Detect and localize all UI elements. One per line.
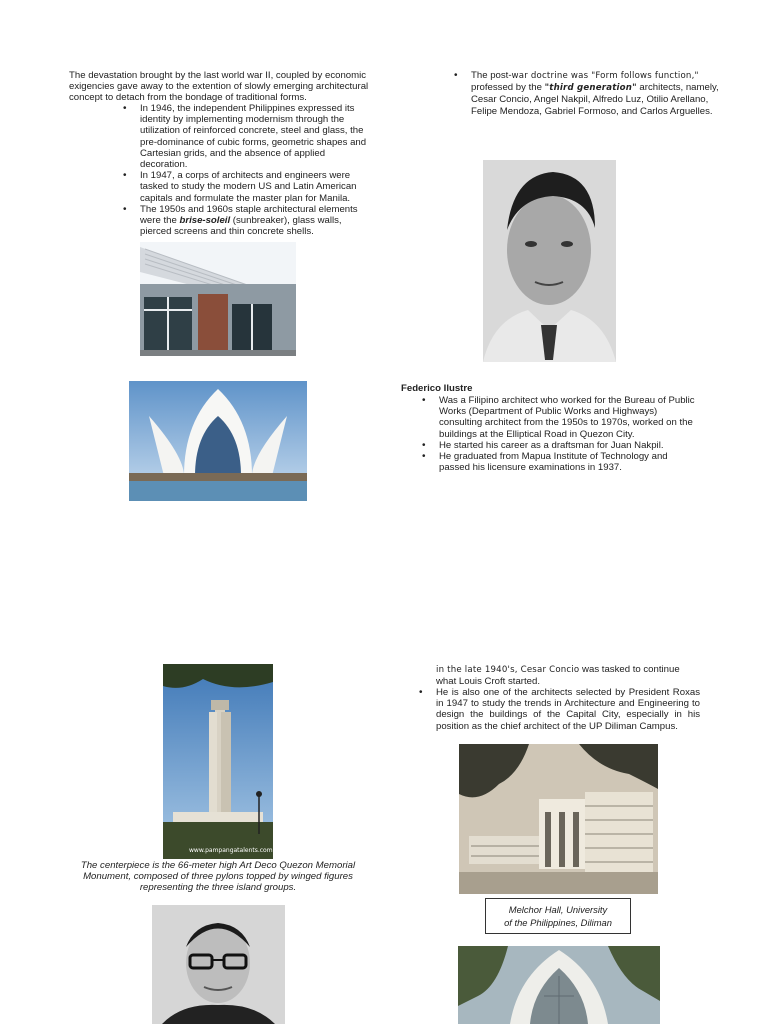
list-item: • In 1947, a corps of architects and engineers were tasked to study the modern US and Latin American capitals and formulate the master plan for Manila.: [140, 170, 368, 204]
illustre-heading: Federico Ilustre: [401, 383, 473, 394]
melchor-hall-photo: [459, 744, 658, 894]
list-item: • He is also one of the architects selected by President Roxas in 1947 to study the trends in Architecture and Engineering to design the buildings of the Capital City, especially in his position as the chief architect of the UP Diliman Campus.: [436, 687, 700, 732]
concrete-chapel-photo: [458, 946, 660, 1024]
list-item: • He graduated from Mapua Institute of Technology and passed his licensure examinations in 1937.: [439, 451, 701, 473]
intro-paragraph: The devastation brought by the last world war II, coupled by economic exigencies gave away to the extention of slowly emerging architectural concept to detach from the bondage of traditional forms.: [69, 70, 369, 104]
list-item: • In 1946, the independent Philippines expressed its identity by implementing modernism through the utilization of reinforced concrete, steel and glass, the pre-dominance of cubic forms, geometric shapes and Cartesian grids, and the absence of applied decoration.: [140, 103, 368, 170]
photo-watermark: www.pampangatalents.com: [189, 847, 273, 854]
list-item: • The post-war doctrine was "Form follows function," professed by the "third generation" architects, namely, Cesar Concio, Angel Nakpil, Alfredo Luz, Otilio Arellano, Felipe Mendoza, Gabriel Formoso, and Carlos Arguelles.: [471, 70, 721, 117]
portrait-with-glasses-photo: [152, 905, 285, 1024]
concrete-shell-building-photo: [129, 381, 307, 501]
concio-bullet-list: [436, 687, 700, 732]
melchor-caption-line-2: of the Philippines, Diliman: [504, 917, 612, 928]
list-item: • The 1950s and 1960s staple architectural elements were the brise-soleil (sunbreaker), glass walls, pierced screens and thin concrete shells.: [140, 204, 368, 238]
sunbreaker-building-photo: [140, 242, 296, 356]
list-item: • He started his career as a draftsman for Juan Nakpil.: [439, 440, 701, 451]
quezon-memorial-photo: [163, 664, 273, 859]
melchor-caption-box: [485, 898, 631, 934]
illustre-bullet-list: [439, 395, 701, 473]
list-item: • Was a Filipino architect who worked for the Bureau of Public Works (Department of Public Works and Highways) consulting architect from the 1950s to 1970s, worked on the buildings at the Elliptical Road in Quezon City.: [439, 395, 701, 440]
post-war-bullet-list: [471, 70, 721, 117]
architect-portrait-photo: [483, 160, 616, 362]
melchor-caption-line-1: Melchor Hall, University: [508, 904, 608, 915]
left-bullet-list: [140, 103, 368, 237]
concio-paragraph: in the late 1940's, Cesar Concio was tasked to continue what Louis Croft started.: [436, 664, 680, 688]
monument-caption: The centerpiece is the 66-meter high Art Deco Quezon Memorial Monument, composed of three pylons topped by winged figures representing the three island groups.: [80, 860, 356, 893]
